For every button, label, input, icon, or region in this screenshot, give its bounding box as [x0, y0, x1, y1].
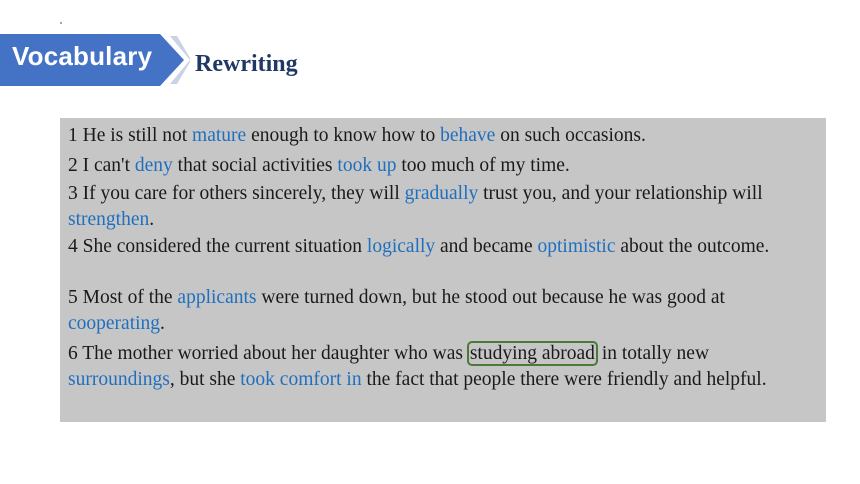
page-title: Rewriting — [195, 51, 298, 77]
sentence-text: The mother worried about her daughter who was — [77, 343, 468, 364]
keyword: logically — [366, 236, 436, 257]
sentence-number: 6 — [68, 343, 78, 364]
sentence-text: on such occasions. — [495, 125, 646, 146]
sentence-number: 4 — [68, 236, 78, 257]
highlighted-phrase: studying abroad — [467, 341, 598, 366]
keyword: applicants — [177, 287, 257, 308]
sentence-text: She considered the current situation — [77, 236, 367, 257]
sentence-text: , but she — [169, 369, 241, 390]
keyword: optimistic — [537, 236, 616, 257]
section-tab — [0, 32, 190, 88]
sentence-text: too much of my time. — [396, 155, 570, 176]
sentence-text: . — [160, 313, 165, 334]
keyword: strengthen — [68, 209, 150, 230]
exercise-panel — [60, 118, 826, 422]
sentence-text: were turned down, but he stood out because he was good at — [256, 287, 725, 308]
keyword: took comfort in — [240, 369, 362, 390]
sentence-text: enough to know how to — [246, 125, 441, 146]
sentence-text: in totally new — [596, 343, 710, 364]
sentence-4 — [68, 234, 808, 260]
sentence-6 — [68, 341, 808, 393]
sentence-number: 2 — [68, 155, 78, 176]
keyword: surroundings — [68, 369, 170, 390]
sentence-text: If you care for others sincerely, they will — [77, 183, 405, 204]
sentence-number: 3 — [68, 183, 78, 204]
sentence-number: 1 — [68, 125, 78, 146]
keyword: took up — [337, 155, 397, 176]
sentence-text: . — [149, 209, 155, 230]
sentence-text: Most of the — [77, 287, 178, 308]
keyword: deny — [134, 155, 173, 176]
section-tab-label: Vocabulary — [12, 41, 153, 71]
sentence-5 — [68, 285, 808, 337]
decorative-dot — [60, 22, 62, 24]
keyword: behave — [440, 125, 496, 146]
keyword: mature — [192, 125, 247, 146]
sentence-text: trust you, and your relationship will — [478, 183, 763, 204]
keyword: cooperating — [68, 313, 161, 334]
sentence-text: the fact that people there were friendly and helpful. — [361, 369, 767, 390]
sentence-3 — [68, 181, 808, 233]
sentence-text: He is still not — [77, 125, 193, 146]
sentence-1 — [68, 123, 808, 149]
sentence-text: I can't — [77, 155, 135, 176]
sentence-2 — [68, 153, 808, 179]
sentence-text: and became — [435, 236, 538, 257]
sentence-text: that social activities — [172, 155, 338, 176]
sentence-number: 5 — [68, 287, 78, 308]
keyword: gradually — [404, 183, 479, 204]
sentence-text: about the outcome. — [615, 236, 770, 257]
